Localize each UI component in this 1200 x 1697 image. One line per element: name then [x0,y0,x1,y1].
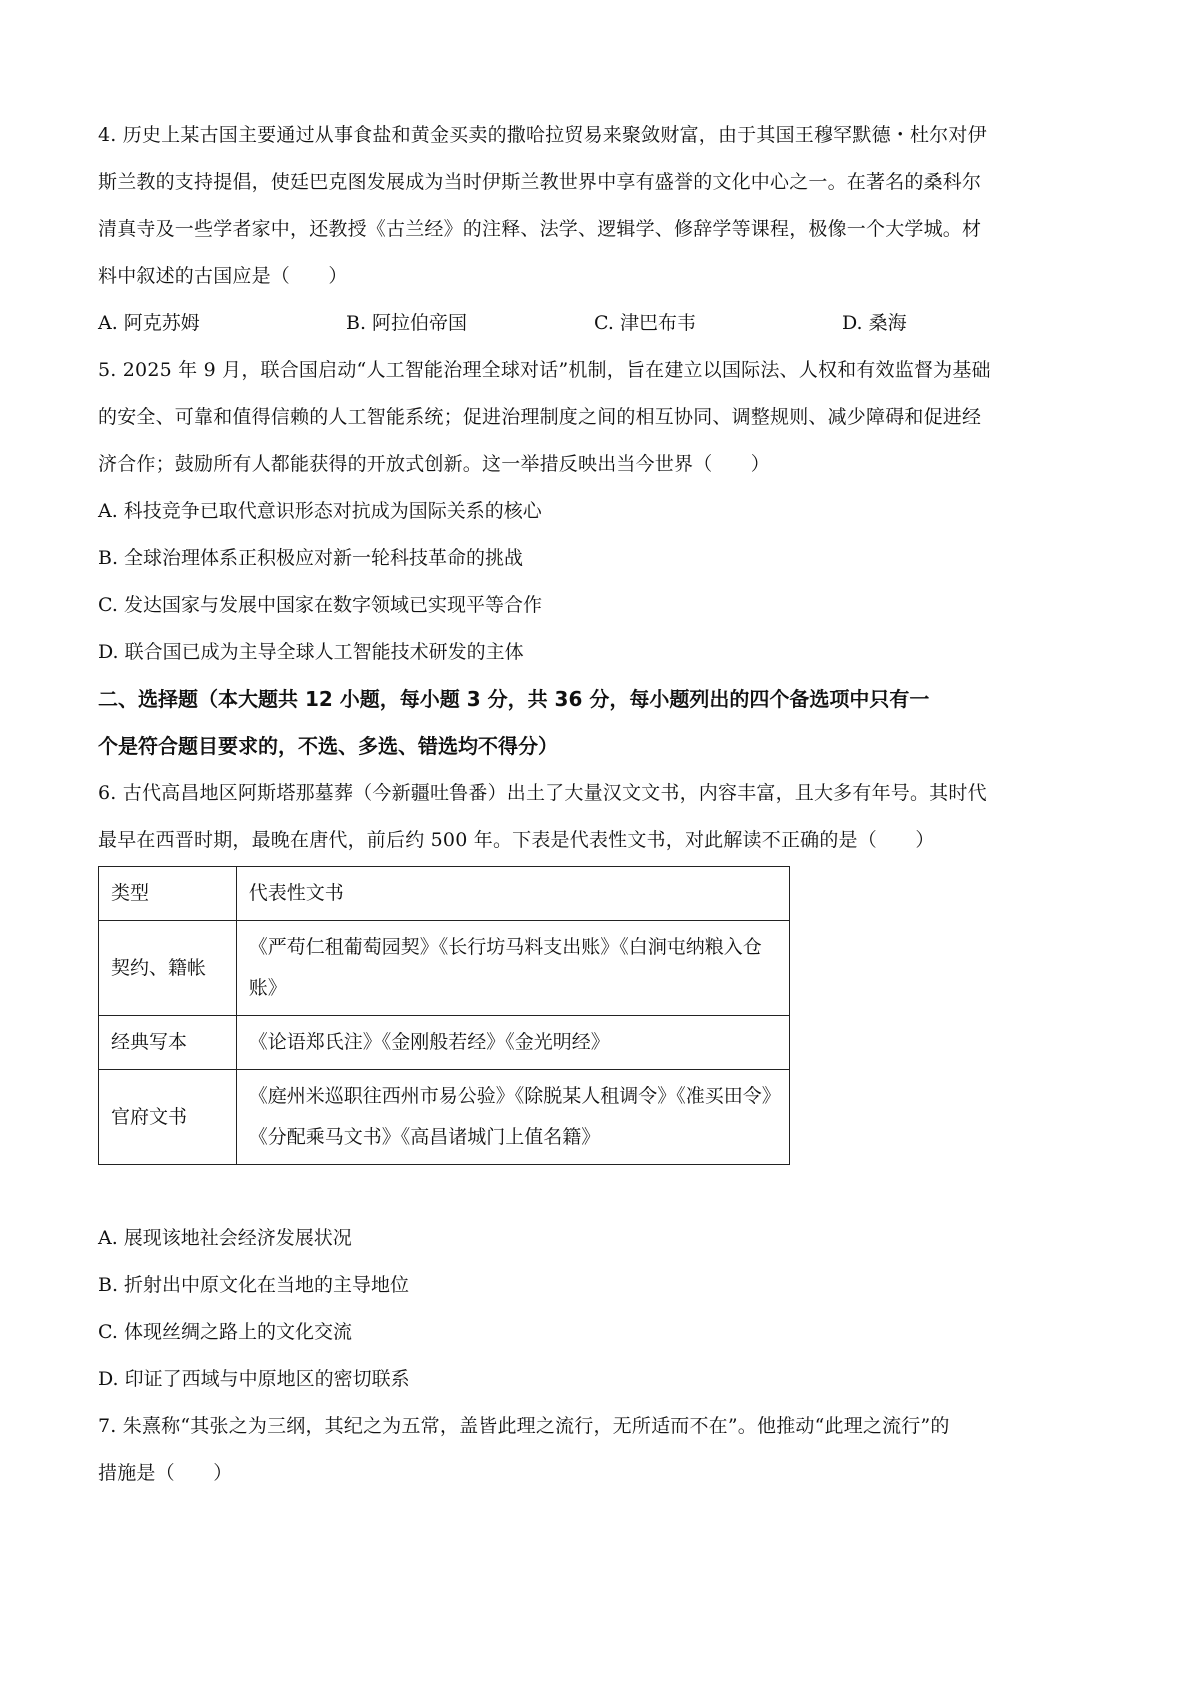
q7-stem-line: 措施是（ ） [98,1462,233,1484]
table-header-cell: 代表性文书 [236,867,789,921]
q5-stem-line: 济合作；鼓励所有人都能获得的开放式创新。这一举措反映出当今世界（ ） [98,453,771,475]
table-cell-type: 经典写本 [99,1016,237,1070]
section-2-heading [98,676,1102,770]
q6-stem-line: 最早在西晋时期，最晚在唐代，前后约 500 年。下表是代表性文书，对此解读不正确的是（ ） [98,829,935,851]
q4-stem-line: 清真寺及一些学者家中，还教授《古兰经》的注释、法学、逻辑学、修辞学等课程，极像一个大学城。材 [98,218,982,240]
q6-option-b: B. 折射出中原文化在当地的主导地位 [98,1274,410,1296]
q6-option-d: D. 印证了西域与中原地区的密切联系 [98,1368,410,1390]
table-header-cell: 类型 [99,867,237,921]
table-cell-docs: 《严苟仁租葡萄园契》《长行坊马料支出账》《白涧屯纳粮入仓账》 [236,921,789,1016]
q5-option-a: A. 科技竞争已取代意识形态对抗成为国际关系的核心 [98,500,542,522]
question-5 [98,347,1102,676]
q4-option-c: C. 津巴布韦 [594,312,696,334]
q7-stem-line: 7. 朱熹称“其张之为三纲，其纪之为五常，盖皆此理之流行，无所适而不在”。他推动“此理之流行”的 [98,1415,950,1437]
table-row [99,921,790,1016]
q5-option-d: D. 联合国已成为主导全球人工智能技术研发的主体 [98,641,524,663]
q4-stem-line: 4. 历史上某古国主要通过从事食盐和黄金买卖的撒哈拉贸易来聚敛财富，由于其国王穆罕默德・杜尔对伊 [98,124,987,146]
q6-option-c: C. 体现丝绸之路上的文化交流 [98,1321,352,1343]
q4-options [98,300,1102,347]
table-cell-docs: 《论语郑氏注》《金刚般若经》《金光明经》 [236,1016,789,1070]
section-title-line: 个是符合题目要求的，不选、多选、错选均不得分） [98,734,558,758]
q4-option-d: D. 桑海 [842,312,907,334]
q5-option-b: B. 全球治理体系正积极应对新一轮科技革命的挑战 [98,547,524,569]
table-cell-docs: 《庭州米巡职往西州市易公验》《除脱某人租调令》《准买田令》《分配乘马文书》《高昌诸城门上值名籍》 [236,1070,789,1165]
table-cell-type: 官府文书 [99,1070,237,1165]
table-row [99,1070,790,1165]
q4-stem-line: 料中叙述的古国应是（ ） [98,265,348,287]
q6-stem-line: 6. 古代高昌地区阿斯塔那墓葬（今新疆吐鲁番）出土了大量汉文文书，内容丰富，且大多有年号。其时代 [98,782,987,804]
table-cell-type: 契约、籍帐 [99,921,237,1016]
q4-stem-line: 斯兰教的支持提倡，使廷巴克图发展成为当时伊斯兰教世界中享有盛誉的文化中心之一。在著名的桑科尔 [98,171,982,193]
q4-option-b: B. 阿拉伯帝国 [346,312,468,334]
question-4 [98,112,1102,347]
table-spacer [98,1165,1102,1215]
q6-option-a: A. 展现该地社会经济发展状况 [98,1227,352,1249]
table-header-row [99,867,790,921]
question-7 [98,1403,1102,1497]
table-row [99,1016,790,1070]
section-title-line: 二、选择题（本大题共 12 小题，每小题 3 分，共 36 分，每小题列出的四个备选项中只有一 [98,687,930,711]
question-6 [98,770,1102,1403]
q5-stem-line: 的安全、可靠和值得信赖的人工智能系统；促进治理制度之间的相互协同、调整规则、减少障碍和促进经 [98,406,982,428]
q5-option-c: C. 发达国家与发展中国家在数字领域已实现平等合作 [98,594,542,616]
q4-option-a: A. 阿克苏姆 [98,312,200,334]
q5-stem-line: 5. 2025 年 9 月，联合国启动“人工智能治理全球对话”机制，旨在建立以国际法、人权和有效监督为基础 [98,359,991,381]
exam-page [98,112,1102,1497]
documents-table [98,866,790,1165]
